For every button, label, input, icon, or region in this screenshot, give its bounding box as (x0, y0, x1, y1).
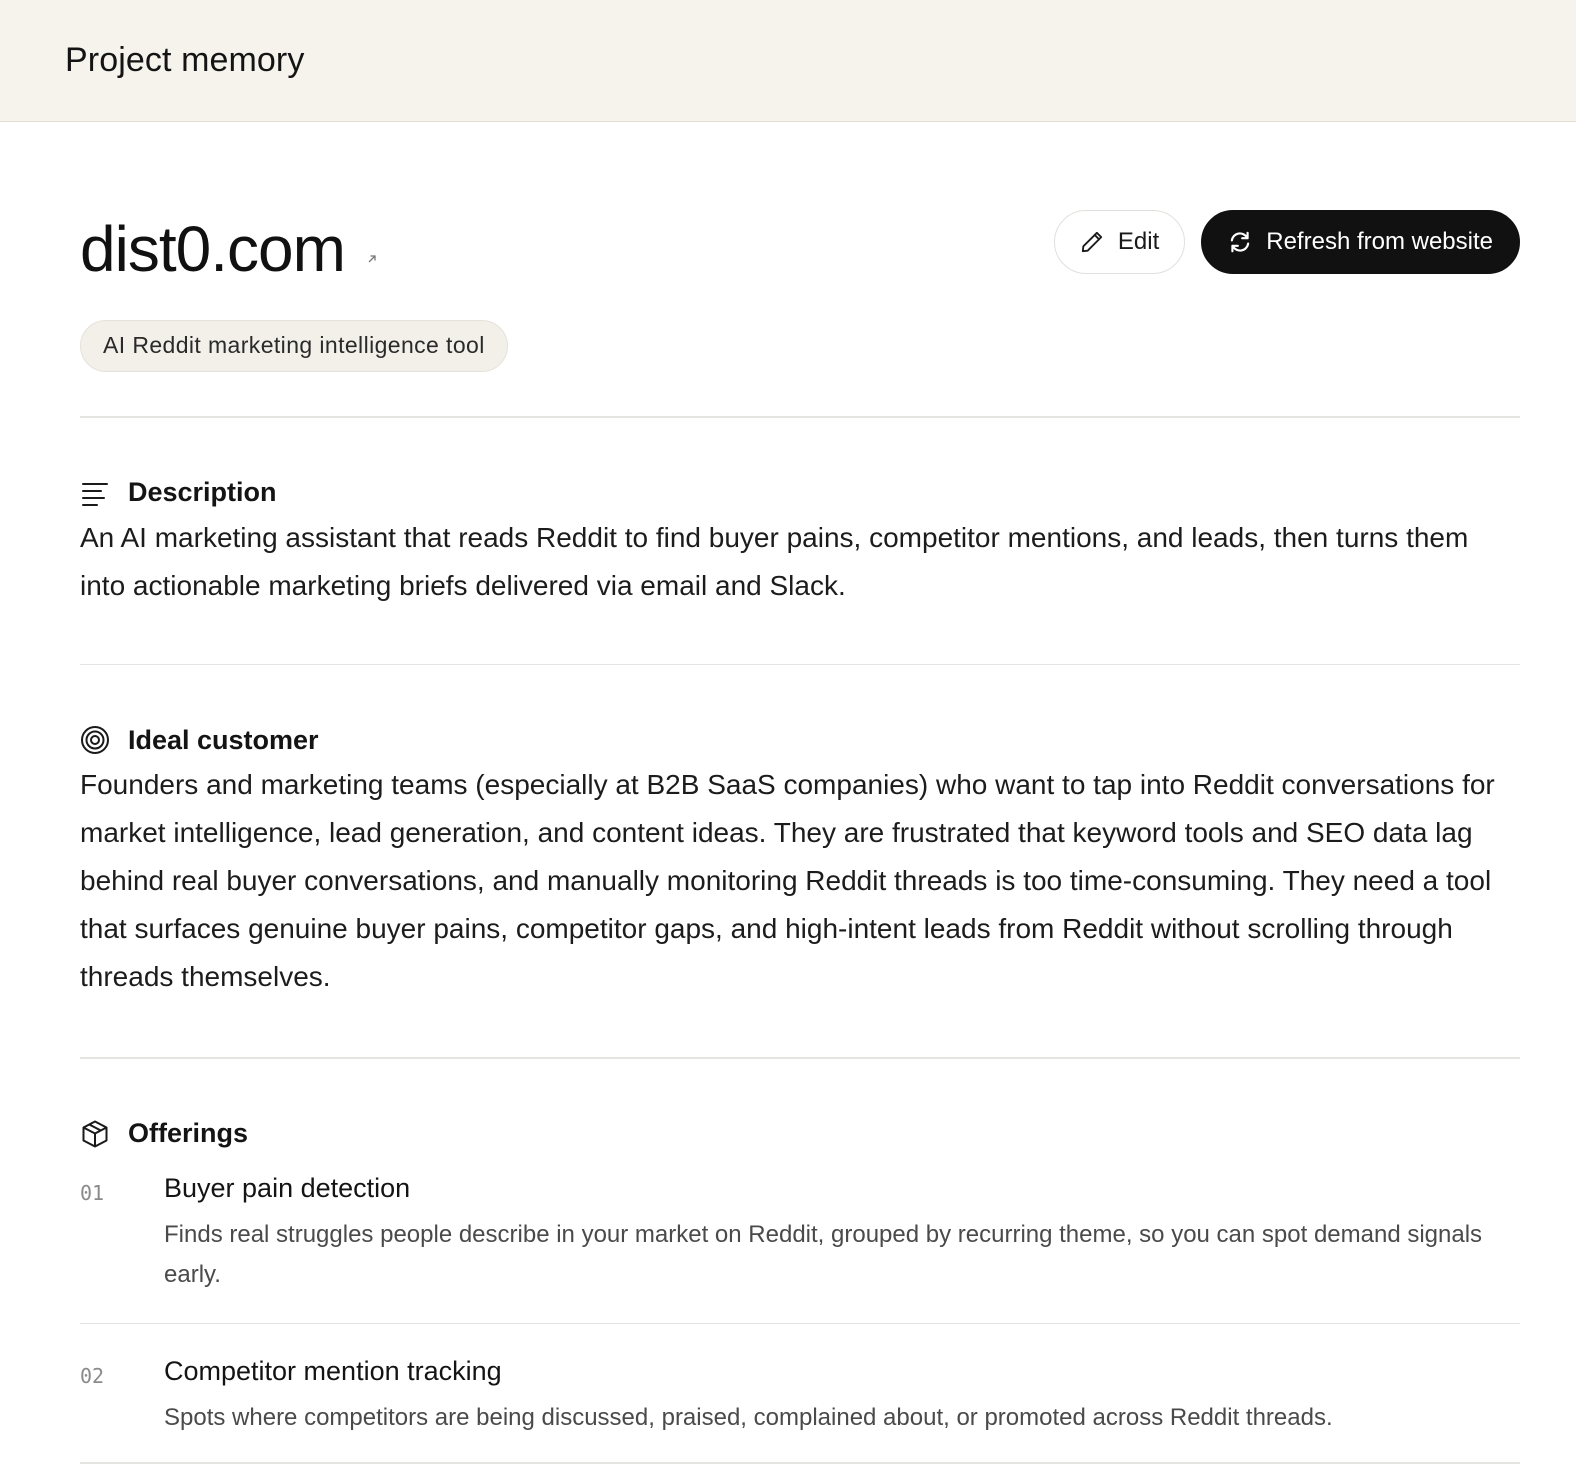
offering-title: Buyer pain detection (164, 1172, 411, 1203)
target-icon (80, 725, 110, 755)
refresh-from-website-button[interactable] (1201, 210, 1520, 274)
project-panel (0, 210, 1576, 1464)
divider (80, 1462, 1520, 1464)
project-name: dist0.com (80, 213, 345, 285)
description-title: Description (128, 477, 277, 507)
divider (80, 1323, 1520, 1325)
refresh-icon (1227, 229, 1253, 255)
external-link-icon[interactable] (365, 252, 379, 266)
pencil-icon (1079, 229, 1105, 255)
page-title: Project memory (65, 41, 305, 79)
project-tag: AI Reddit marketing intelligence tool (80, 320, 508, 372)
edit-label: Edit (1117, 228, 1160, 255)
offering-number: 02 (80, 1364, 105, 1388)
offerings-title: Offerings (128, 1118, 249, 1148)
header-actions (1054, 210, 1520, 274)
offering-number: 01 (80, 1180, 105, 1205)
offering-item (80, 1171, 1520, 1295)
edit-button[interactable] (1054, 210, 1185, 274)
offerings-section (80, 1059, 1520, 1464)
ideal-customer-section (80, 665, 1520, 1001)
offering-description: Spots where competitors are being discussed, praised, complained about, or promoted across Reddit threads. (164, 1404, 1333, 1431)
offering-item (80, 1354, 1520, 1438)
project-header (80, 210, 1520, 372)
description-section (80, 418, 1520, 610)
offering-title: Competitor mention tracking (164, 1356, 502, 1386)
description-text: An AI marketing assistant that reads Reddit to find buyer pains, competitor mentions, and leads, then turns them into actionable marketing briefs delivered via email and Slack. (80, 521, 1469, 601)
lines-icon (80, 478, 110, 508)
box-icon (80, 1119, 110, 1149)
topbar (0, 0, 1576, 122)
ideal-customer-title: Ideal customer (128, 724, 319, 755)
ideal-customer-text: Founders and marketing teams (especially at B2B SaaS companies) who want to tap into Reddit conversations for market intelligence, lead generation, and content ideas. They are frustrated that keyword tools and SEO data lag behind real buyer conversations, and manually monitoring Reddit threads is too time-consuming. They need a tool that surfaces genuine buyer pains, competitor gaps, and high-intent leads from Reddit without scrolling through threads themselves. (80, 769, 1495, 992)
offering-description: Finds real struggles people describe in your market on Reddit, grouped by recurring theme, so you can spot demand signals early. (164, 1220, 1483, 1288)
refresh-label: Refresh from website (1266, 228, 1493, 255)
